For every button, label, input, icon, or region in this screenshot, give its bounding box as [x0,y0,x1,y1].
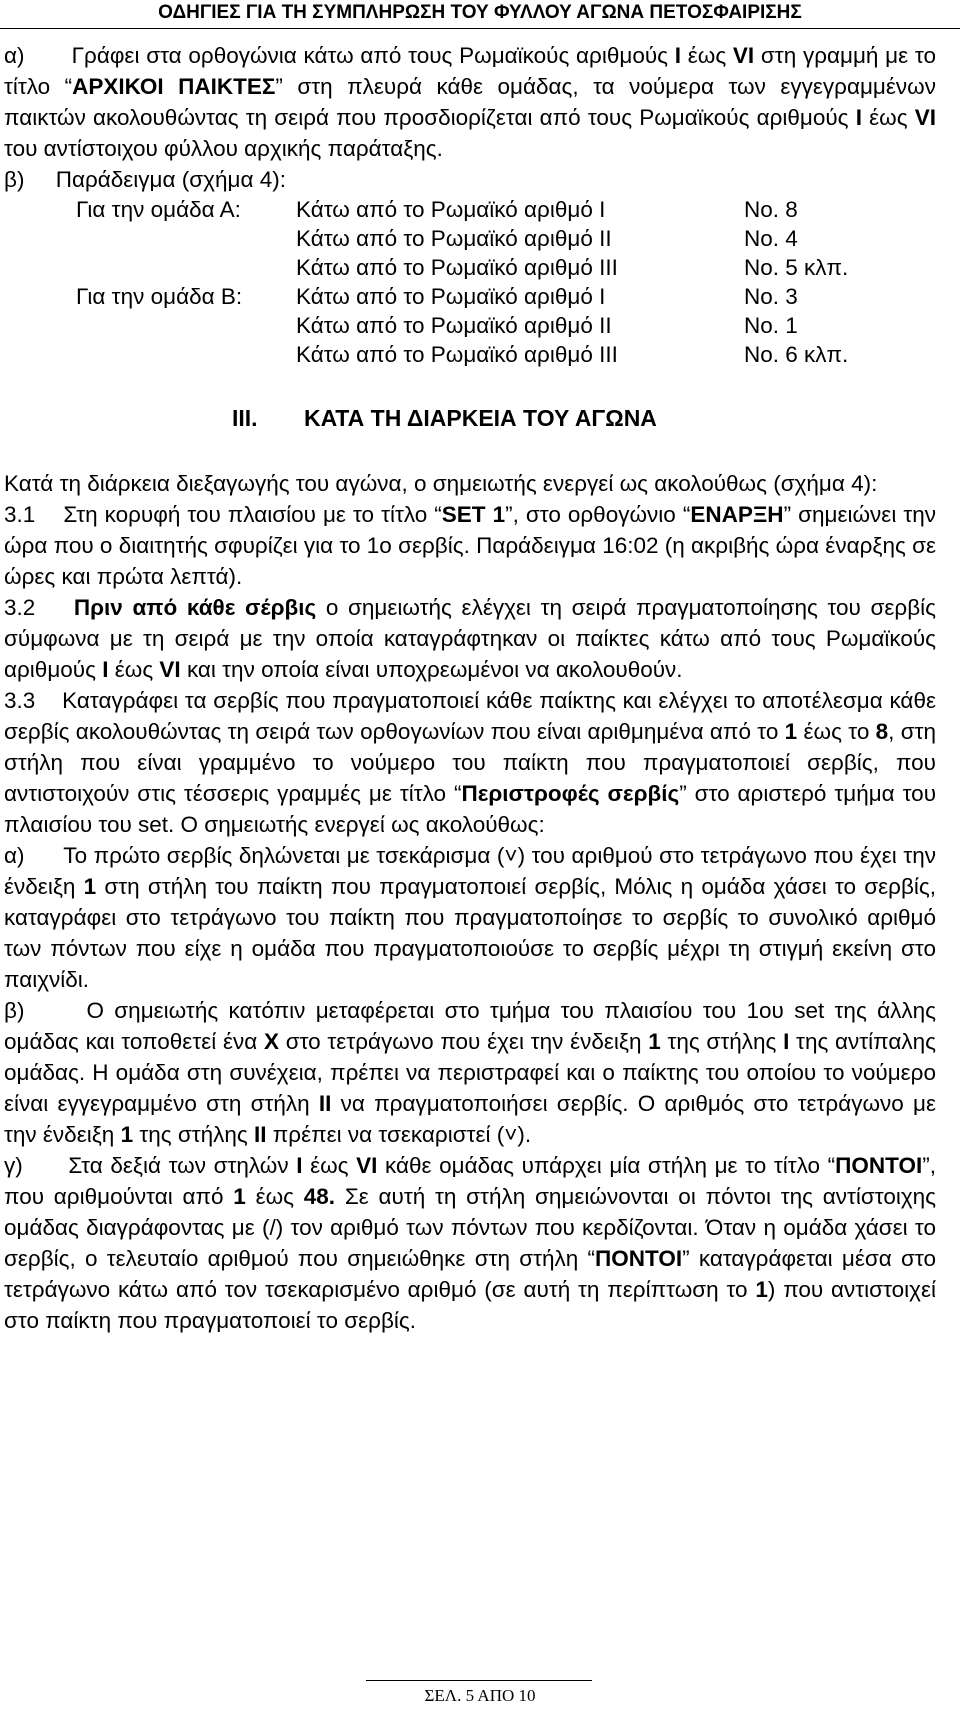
paragraph-b: β) Παράδειγμα (σχήμα 4): [4,167,286,192]
paragraph-3-3-c: γ) Στα δεξιά των στηλών I έως VI κάθε ομάδας υπάρχει μία στήλη με το τίτλο “ΠΟΝΤΟΙ”, που αριθμούνται από 1 έως 48. Σε αυτή τη στήλη σημειώνονται οι πόντοι της αντίστοιχης ομάδας διαγράφοντας με (/) τον αριθμό των πόντων που κερδίζονται. Όταν η ομάδα χάσει το σερβίς, ο τελευταίο αριθμού που σημειώθηκε στη στήλη “ΠΟΝΤΟΙ” καταγράφεται μέσα στο τετράγωνο κάτω από τον τσεκαρισμένο αριθμό (σε αυτή τη περίπτωση το 1) που αντιστοιχεί στο παίκτη που πραγματοποιεί το σερβίς. [4,1153,936,1333]
example-table [4,195,936,369]
example-row: Κάτω από το Ρωμαϊκό αριθμό III Νο. 5 κλπ. [296,255,849,280]
paragraph-3-3-b: β) Ο σημειωτής κατόπιν μεταφέρεται στο τμήμα του πλαισίου του 1ου set της άλλης ομάδας και τοποθετεί ένα Χ στο τετράγωνο που έχει την ένδειξη 1 της στήλης I της αντίπαλης ομάδας. Η ομάδα στη συνέχεια, πρέπει να περιστραφεί και ο παίκτης του οποίου το νούμερο είναι εγγεγραμμένο στη στήλη II να πραγματοποιήσει σερβίς. Ο αριθμός στο τετράγωνο με την ένδειξη 1 της στήλης II πρέπει να τσεκαριστεί (˅). [4,998,936,1147]
example-row: Κάτω από το Ρωμαϊκό αριθμό II Νο. 4 [296,226,798,251]
example-row: Κάτω από το Ρωμαϊκό αριθμό II Νο. 1 [296,313,798,338]
section-title: ΚΑΤΑ ΤΗ ΔΙΑΡΚΕΙΑ ΤΟΥ ΑΓΩΝΑ [304,405,657,431]
page-header: ΟΔΗΓΙΕΣ ΓΙΑ ΤΗ ΣΥΜΠΛΗΡΩΣΗ ΤΟΥ ΦΥΛΛΟΥ ΑΓΩΝΑ ΠΕΤΟΣΦΑΙΡΙΣΗΣ [0,0,960,29]
paragraph-3-3: 3.3 Καταγράφει τα σερβίς που πραγματοποιεί κάθε παίκτης και ελέγχει το αποτέλεσμα κάθε σερβίς ακολουθώντας τη σειρά των ορθογωνίων που είναι αριθμημένα από το 1 έως το 8, στη στήλη που είναι γραμμένο το νούμερο του παίκτη που πραγματοποιεί σερβίς, που αντιστοιχούν στις τέσσερις γραμμές με τίτλο “Περιστροφές σερβίς” στο αριστερό τμήμα του πλαισίου του set. Ο σημειωτής ενεργεί ως ακολούθως: [4,688,937,837]
example-row: Κάτω από το Ρωμαϊκό αριθμό III Νο. 6 κλπ. [296,342,849,367]
paragraph-3-2: 3.2 Πριν από κάθε σέρβις ο σημειωτής ελέγχει τη σειρά πραγματοποίησης του σερβίς σύμφωνα με τη σειρά με την οποία καταγράφτηκαν οι παίκτες κάτω από τους Ρωμαϊκούς αριθμούς I έως VI και την οποία είναι υποχρεωμένοι να ακολουθούν. [4,595,936,682]
footer-divider [366,1680,592,1681]
paragraph-3-3-a: α) Το πρώτο σερβίς δηλώνεται με τσεκάρισμα (˅) του αριθμού στο τετράγωνο που έχει την ένδειξη 1 στη στήλη του παίκτη που πραγματοποιεί σερβίς, Μόλις η ομάδα χάσει το σερβίς, καταγράφει στο τετράγωνο του παίκτη που πραγματοποίησε το σερβίς το συνολικό αριθμό των πόντων που είχε η ομάδα που πραγματοποιούσε το σερβίς μέχρι τη στιγμή εκείνη στο παιχνίδι. [4,843,936,992]
paragraph-a: α) Γράφει στα ορθογώνια κάτω από τους Ρωμαϊκούς αριθμούς I έως VI στη γραμμή με το τίτλο “ΑΡΧΙΚΟΙ ΠΑΙΚΤΕΣ” στη πλευρά κάθε ομάδας, τα νούμερα των εγγεγραμμένων παικτών ακολουθώντας τη σειρά που προσδιορίζεται από τους Ρωμαϊκούς αριθμούς I έως VI του αντίστοιχου φύλλου αρχικής παράταξης. [4,43,936,161]
section-number: III. [232,405,258,431]
example-row: Για την ομάδα Α: Κάτω από το Ρωμαϊκό αριθμό I Νο. 8 [76,197,798,222]
paragraph-3-1: 3.1 Στη κορυφή του πλαισίου με το τίτλο “SET 1”, στο ορθογώνιο “ΕΝΑΡΞΗ” σημειώνει την ώρα που ο διαιτητής σφυρίζει για το 1ο σερβίς. Παράδειγμα 16:02 (η ακριβής ώρα έναρξης σε ώρες και πρώτα λεπτά). [4,502,936,589]
document-body [4,40,936,1336]
intro-paragraph: Κατά τη διάρκεια διεξαγωγής του αγώνα, ο σημειωτής ενεργεί ως ακολούθως (σχήμα 4): [4,471,878,496]
section-heading [4,405,936,432]
example-row: Για την ομάδα Β: Κάτω από το Ρωμαϊκό αριθμό I Νο. 3 [76,284,798,309]
page-number: ΣΕΛ. 5 ΑΠΟ 10 [424,1686,536,1705]
